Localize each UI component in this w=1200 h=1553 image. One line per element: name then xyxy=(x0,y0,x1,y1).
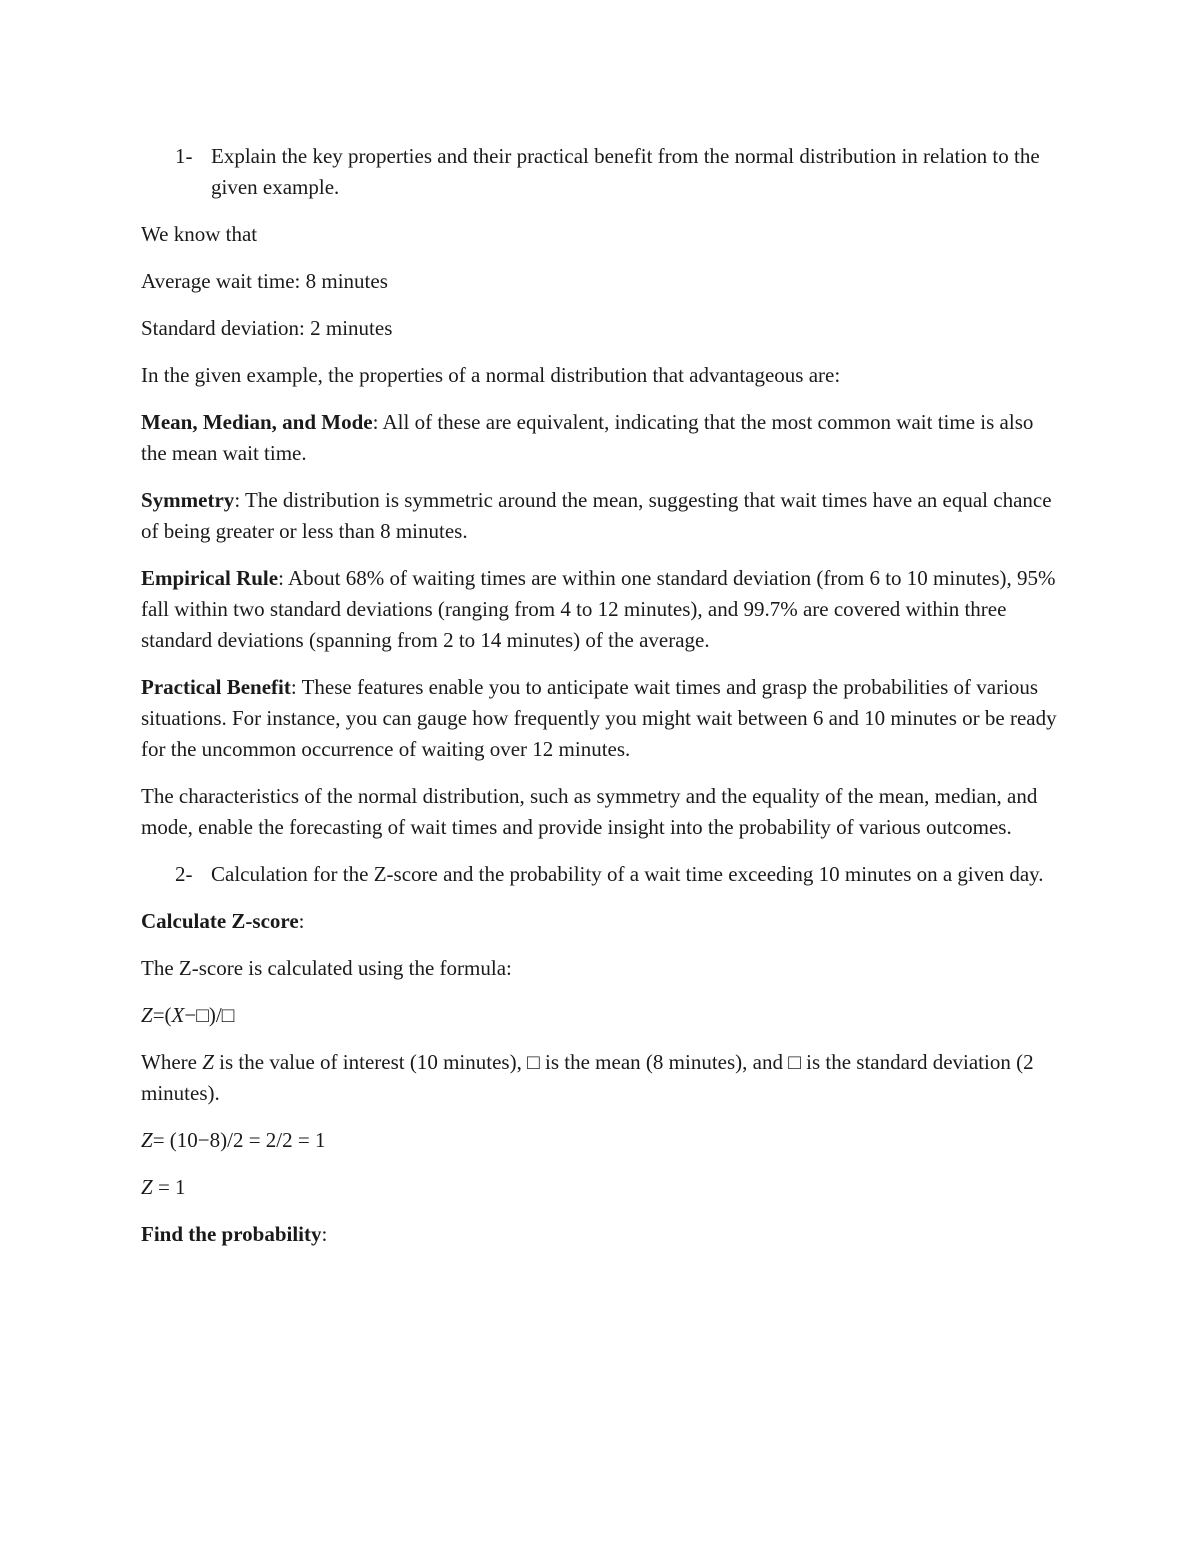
question-2-number: 2- xyxy=(175,862,193,886)
result-z-variable: Z xyxy=(141,1175,153,1199)
where-paragraph xyxy=(141,1047,1061,1109)
symmetry-text: : The distribution is symmetric around the mean, suggesting that wait times have an equal chance of being greater or less than 8 minutes. xyxy=(141,488,1052,543)
find-probability-heading xyxy=(141,1219,1061,1250)
mean-median-mode-text: : All of these are equivalent, indicating that the most common wait time is also the mean wait time. xyxy=(141,410,1034,465)
std-dev-paragraph: Standard deviation: 2 minutes xyxy=(141,316,393,340)
empirical-rule-label: Empirical Rule xyxy=(141,566,279,590)
question-2-text: Calculation for the Z-score and the probability of a wait time exceeding 10 minutes on a given day. xyxy=(211,862,1044,886)
calc-rest: = (10−8)/2 = 2/2 = 1 xyxy=(152,1128,326,1152)
calculate-z-heading xyxy=(141,906,1061,937)
calculate-z-label: Calculate Z-score xyxy=(141,909,299,933)
calculate-z-colon: : xyxy=(298,909,305,933)
symmetry-label: Symmetry xyxy=(141,488,235,512)
formula-x-variable: X xyxy=(171,1003,185,1027)
where-text-rest: is the value of interest (10 minutes), □ is the mean (8 minutes), and □ is the standard deviation (2 minutes). xyxy=(141,1050,1034,1105)
formula-equals: =( xyxy=(152,1003,172,1027)
z-result-line xyxy=(141,1172,1061,1203)
practical-benefit-text: : These features enable you to anticipate wait times and grasp the probabilities of various situations. For instance, you can gauge how frequently you might wait between 6 and 10 minutes or be ready for the uncommon occurrence of waiting over 12 minutes. xyxy=(141,675,1057,761)
question-1-text: Explain the key properties and their practical benefit from the normal distribution in relation to the given example. xyxy=(211,144,1040,199)
find-probability-label: Find the probability xyxy=(141,1222,322,1246)
z-calculation-line xyxy=(141,1125,1061,1156)
symmetry-paragraph xyxy=(141,485,1061,547)
average-wait-paragraph: Average wait time: 8 minutes xyxy=(141,269,388,293)
formula-z-variable: Z xyxy=(141,1003,153,1027)
result-rest: = 1 xyxy=(152,1175,186,1199)
question-1-number: 1- xyxy=(175,144,193,168)
practical-benefit-label: Practical Benefit xyxy=(141,675,291,699)
practical-benefit-paragraph xyxy=(141,672,1061,765)
where-text-start: Where xyxy=(141,1050,203,1074)
find-probability-colon: : xyxy=(321,1222,328,1246)
properties-intro-paragraph: In the given example, the properties of a normal distribution that advantageous are: xyxy=(141,363,841,387)
characteristics-paragraph: The characteristics of the normal distribution, such as symmetry and the equality of the mean, median, and mode, enable the forecasting of wait times and provide insight into the probability of various outcomes. xyxy=(141,784,1038,839)
formula-rest: −□)/□ xyxy=(184,1003,235,1027)
empirical-rule-text: : About 68% of waiting times are within one standard deviation (from 6 to 10 minutes), 95% fall within two standard deviations (ranging from 4 to 12 minutes), and 99.7% are covered within three standard deviations (spanning from 2 to 14 minutes) of the average. xyxy=(141,566,1056,652)
document-body xyxy=(141,141,1061,1266)
calc-z-variable: Z xyxy=(141,1128,153,1152)
question-2 xyxy=(141,859,1061,890)
empirical-rule-paragraph xyxy=(141,563,1061,656)
where-z-variable: Z xyxy=(202,1050,214,1074)
mean-median-mode-label: Mean, Median, and Mode xyxy=(141,410,373,434)
formula-intro-paragraph: The Z-score is calculated using the formula: xyxy=(141,956,512,980)
intro-paragraph: We know that xyxy=(141,222,258,246)
z-formula xyxy=(141,1000,1061,1031)
mean-median-mode-paragraph xyxy=(141,407,1061,469)
question-1 xyxy=(141,141,1061,203)
